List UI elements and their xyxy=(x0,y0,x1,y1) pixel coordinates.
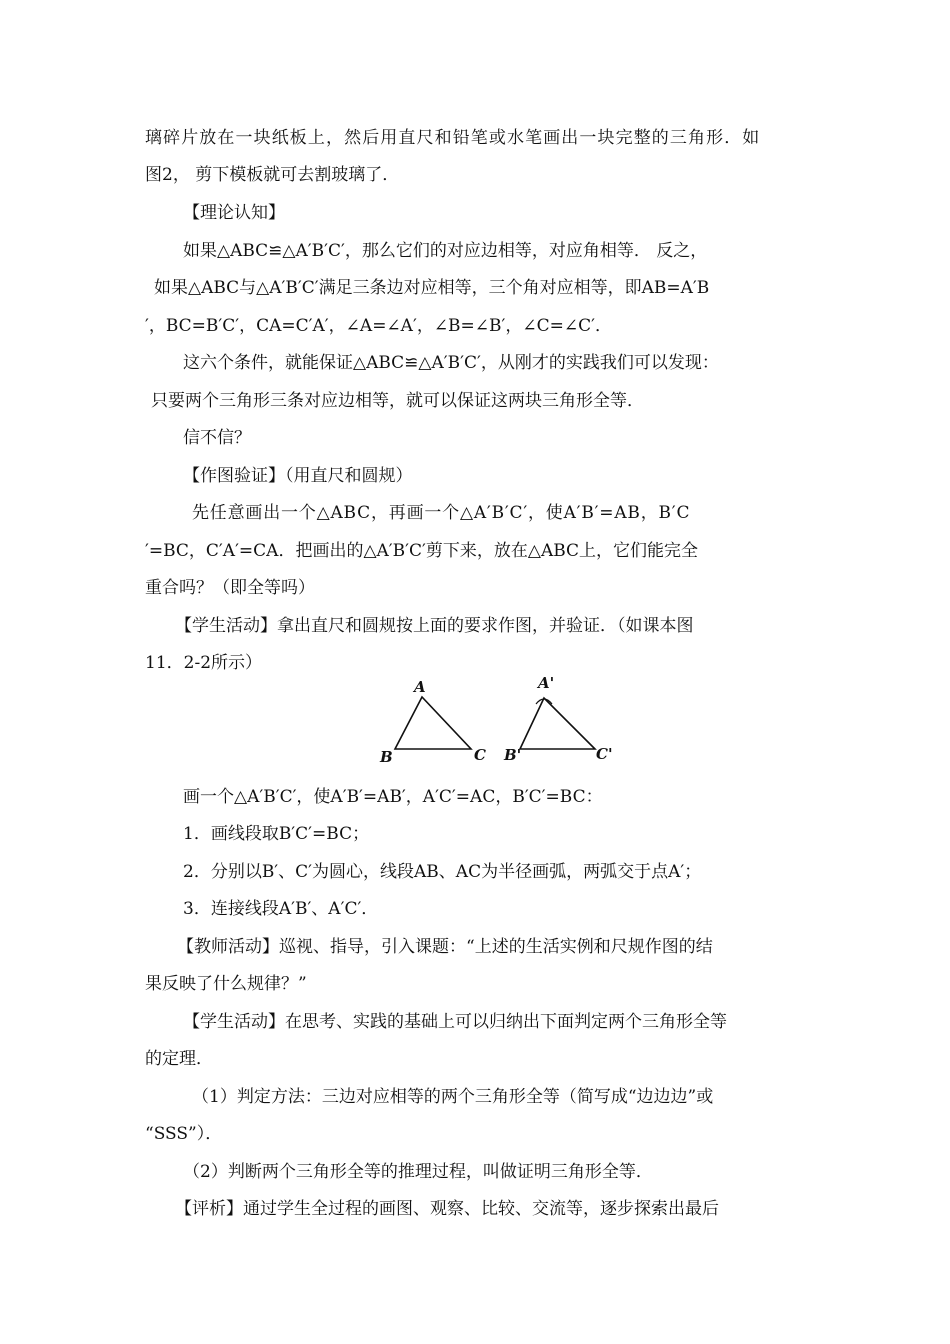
paragraph-line: 璃碎片放在一块纸板上，然后用直尺和铅笔或水笔画出一块完整的三角形．如 xyxy=(145,128,761,148)
paragraph-line: 【教师活动】巡视、指导，引入课题：“上述的生活实例和尺规作图的结 xyxy=(177,937,713,957)
paragraph-line: （2）判断两个三角形全等的推理过程，叫做证明三角形全等． xyxy=(183,1162,653,1182)
paragraph-line: 的定理． xyxy=(145,1049,213,1069)
paragraph-line: 图2， 剪下模板就可去割玻璃了． xyxy=(145,165,400,185)
paragraph-line: 果反映了什么规律？” xyxy=(145,974,307,994)
section-heading: 【作图验证】（用直尺和圆规） xyxy=(183,466,413,486)
congruent-triangles-figure xyxy=(370,672,620,772)
paragraph-line: “SSS”）． xyxy=(145,1124,223,1144)
paragraph-line: 如果△ABC≌△A′B′C′，那么它们的对应边相等，对应角相等． 反之， xyxy=(183,241,708,261)
list-item: 3．连接线段A′B′、A′C′． xyxy=(183,899,379,919)
paragraph-line: 先任意画出一个△ABC，再画一个△A′B′C′，使A′B′=AB，B′C xyxy=(192,503,691,523)
paragraph-line: 【学生活动】在思考、实践的基础上可以归纳出下面判定两个三角形全等 xyxy=(183,1012,727,1032)
paragraph-line: ′，BC=B′C′，CA=C′A′，∠A=∠A′，∠B=∠B′，∠C=∠C′． xyxy=(145,316,613,336)
paragraph-line: 信不信？ xyxy=(183,428,251,448)
paragraph-line: ′=BC，C′A′=CA．把画出的△A′B′C′剪下来，放在△ABC上，它们能完全 xyxy=(145,541,699,561)
paragraph-line: 这六个条件，就能保证△ABC≌△A′B′C′，从刚才的实践我们可以发现： xyxy=(183,353,719,373)
vertex-label-c: C xyxy=(474,746,486,764)
paragraph-line: 【评析】通过学生全过程的画图、观察、比较、交流等，逐步探索出最后 xyxy=(175,1199,719,1219)
triangle-abc-shape xyxy=(395,697,471,749)
triangle-abc xyxy=(379,678,486,766)
triangle-a-prime-b-prime-c-prime xyxy=(503,674,613,764)
paragraph-line: 重合吗？（即全等吗） xyxy=(145,578,315,598)
vertex-label-a-prime: A' xyxy=(538,674,555,692)
paragraph-line: 如果△ABC与△A′B′C′满足三条边对应相等，三个角对应相等，即AB=A′B xyxy=(154,278,710,298)
vertex-label-b: B xyxy=(380,748,393,766)
list-item: 2．分别以B′、C′为圆心，线段AB、AC为半径画弧，两弧交于点A′； xyxy=(183,862,702,882)
paragraph-line: （1）判定方法：三边对应相等的两个三角形全等（简写成“边边边”或 xyxy=(192,1087,714,1107)
paragraph-line: 画一个△A′B′C′，使A′B′=AB′，A′C′=AC，B′C′=BC： xyxy=(183,787,603,807)
paragraph-line: 只要两个三角形三条对应边相等，就可以保证这两块三角形全等． xyxy=(151,391,644,411)
section-heading: 【理论认知】 xyxy=(183,203,285,223)
vertex-label-c-prime: C' xyxy=(596,745,613,763)
list-item: 1．画线段取B′C′=BC； xyxy=(183,824,370,844)
vertex-label-b-prime: B' xyxy=(504,746,522,764)
paragraph-line: 【学生活动】拿出直尺和圆规按上面的要求作图，并验证．（如课本图 xyxy=(175,616,694,636)
triangle-prime-shape xyxy=(520,698,595,749)
vertex-label-a: A xyxy=(414,678,426,696)
paragraph-line: 11．2-2所示） xyxy=(145,653,263,673)
